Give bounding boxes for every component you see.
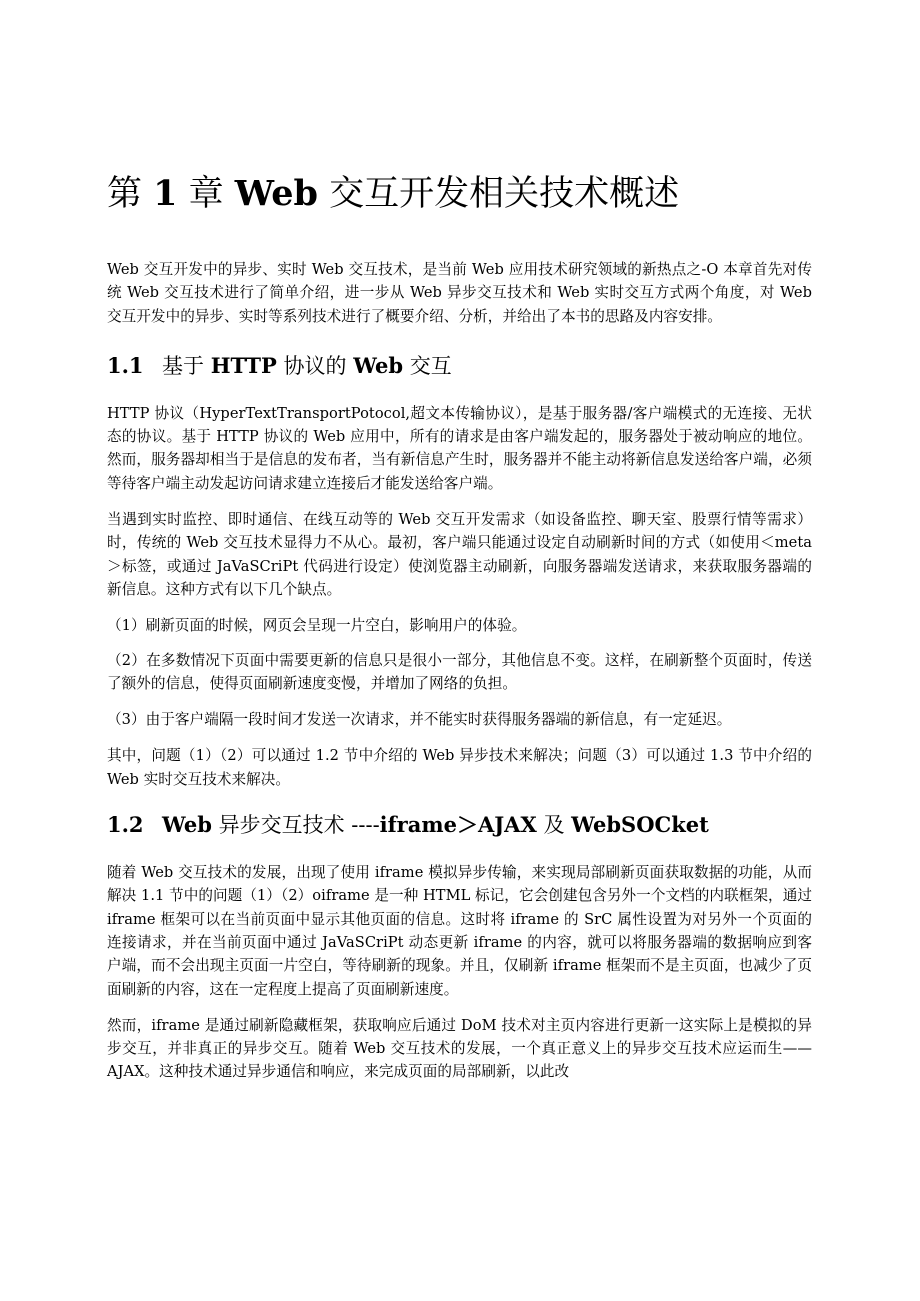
section-text: 交互 (403, 353, 452, 378)
body-paragraph: HTTP 协议（HyperTextTransportPotocol,超文本传输协议），是基于服务器/客户端模式的无连接、无状态的协议。基于 HTTP 协议的 Web 应用中，所有的请求是由客户端发起的，服务器处于被动响应的地位。然而，服务器却相当于是信息的发布者，当有新信息产生时，服务器并不能主动将新信息发送给客户端，必须等待客户端主动发起访问请求建立连接后才能发送给客户端。 (107, 404, 812, 492)
chapter-mid: 章 (177, 174, 235, 214)
body-paragraph: 随着 Web 交互技术的发展，出现了使用 iframe 模拟异步传输，来实现局部刷新页面获取数据的功能，从而解决 1.1 节中的问题（1）（2）oiframe 是一种 HTML 标记，它会创建包含另外一个文档的内联框架，通过 iframe 框架可以在当前页面中显示其他页面的信息。这时将 iframe 的 SrC 属性设置为对另外一个页面的连接请求，并在当前页面中通过 JaVaSCriPt 动态更新 iframe 的内容，就可以将服务器端的数据响应到客户端，而不会出现主页面一片空白，等待刷新的现象。并且，仅刷新 iframe 框架而不是主页面，也减少了页面刷新的内容，这在一定程度上提高了页面刷新速度。 (107, 864, 812, 998)
body-paragraph: （2）在多数情况下页面中需要更新的信息只是很小一部分，其他信息不变。这样，在刷新整个页面时，传送了额外的信息，使得页面刷新速度变慢，并增加了网络的负担。 (107, 651, 812, 692)
chapter-rest: 交互开发相关技术概述 (317, 174, 680, 214)
section-number: 1.2 (107, 812, 144, 838)
section-heading-1-1 (107, 350, 812, 382)
body-paragraph: （1）刷新页面的时候，网页会呈现一片空白，影响用户的体验。 (107, 617, 527, 635)
section-text: 协议的 (276, 353, 354, 378)
section-text: AJAX (477, 812, 537, 838)
chapter-title (107, 168, 812, 220)
body-paragraph: 当遇到实时监控、即时通信、在线互动等的 Web 交互开发需求（如设备监控、聊天室、股票行情等需求）时，传统的 Web 交互技术显得力不从心。最初，客户端只能通过设定自动刷新时间的方式（如使用＜meta＞标签，或通过 JaVaSCriPt 代码进行设定）使浏览器主动刷新，向服务器端发送请求，来获取服务器端的新信息。这种方式有以下几个缺点。 (107, 511, 812, 598)
section-text: ＞ (456, 812, 478, 838)
section-text: 异步交互技术 (211, 813, 352, 838)
section-text: ---- (351, 813, 380, 838)
intro-paragraph: Web 交互开发中的异步、实时 Web 交互技术，是当前 Web 应用技术研究领域的新热点之-O 本章首先对传统 Web 交互技术进行了简单介绍，进一步从 Web 异步交互技术和 Web 实时交互方式两个角度，对 Web 交互开发中的异步、实时等系列技术进行了概要介绍、分析，并给出了本书的思路及内容安排。 (107, 261, 812, 325)
body-paragraph: 其中，问题（1）（2）可以通过 1.2 节中介绍的 Web 异步技术来解决；问题（3）可以通过 1.3 节中介绍的 Web 实时交互技术来解决。 (107, 747, 812, 788)
chapter-prefix: 第 (107, 174, 154, 214)
section-heading-1-2 (107, 809, 812, 841)
section-text: Web (353, 352, 404, 378)
section-number: 1.1 (107, 352, 144, 378)
body-paragraph: （3）由于客户端隔一段时间才发送一次请求，并不能实时获得服务器端的新信息，有一定延迟。 (107, 711, 732, 729)
section-text: WebSOCket (571, 812, 709, 838)
section-text: Web (162, 812, 212, 838)
chapter-web: Web (234, 173, 318, 214)
chapter-number: 1 (153, 173, 178, 214)
section-text: iframe (379, 812, 457, 838)
section-text: 及 (536, 813, 572, 838)
section-text: 基于 (162, 353, 211, 378)
section-text: HTTP (210, 352, 277, 378)
body-paragraph: 然而，iframe 是通过刷新隐藏框架，获取响应后通过 DoM 技术对主页内容进行更新一这实际上是模拟的异步交互，并非真正的异步交互。随着 Web 交互技术的发展，一个真正意义上的异步交互技术应运而生——AJAX。这种技术通过异步通信和响应，来完成页面的局部刷新，以此改 (107, 1016, 812, 1081)
